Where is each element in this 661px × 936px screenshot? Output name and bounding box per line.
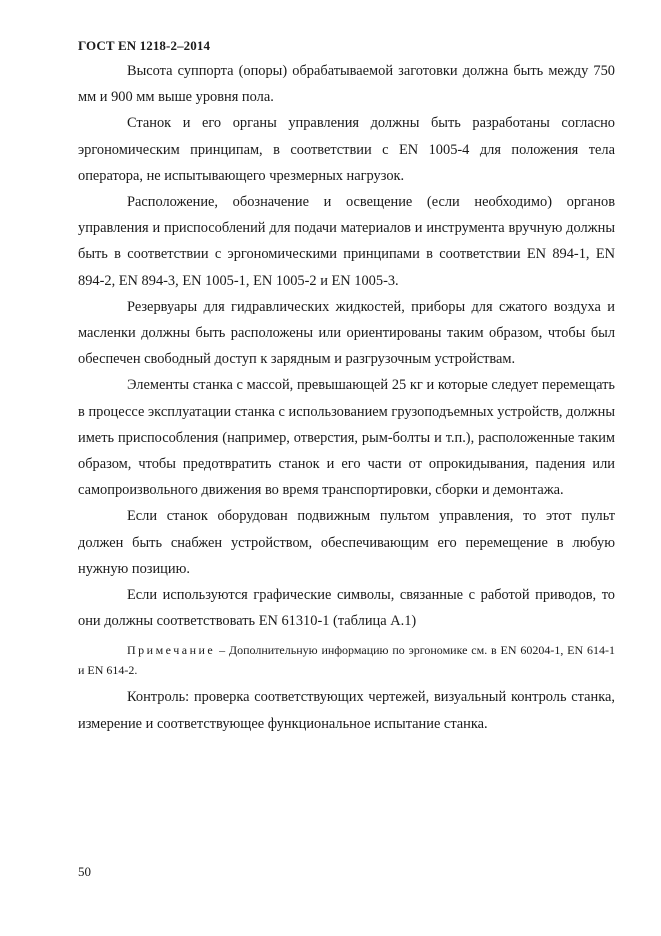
paragraph-ergonomics: Станок и его органы управления должны быть разработаны согласно эргономическим принципам, в соответствии с EN 1005-4 для положения тела оператора, не испытывающего чрезмерных нагрузок. <box>78 115 615 184</box>
paragraph-support-height: Высота суппорта (опоры) обрабатываемой заготовки должна быть между 750 мм и 900 мм выше уровня пола. <box>78 63 615 106</box>
note <box>78 640 615 680</box>
standard-header: ГОСТ EN 1218-2–2014 <box>78 38 211 53</box>
paragraph-reservoirs: Резервуары для гидравлических жидкостей, приборы для сжатого воздуха и масленки должны быть расположены или ориентированы таким образом, чтобы был обеспечен свободный доступ к зарядным и разгрузочным устройствам. <box>78 298 615 368</box>
paragraph-controls-location: Расположение, обозначение и освещение (если необходимо) органов управления и приспособлений для подачи материалов и инструмента вручную должны быть в соответствии с эргономическими принципами в соответствии EN 894-1, EN 894-2, EN 894-3, EN 1005-1, EN 1005-2 и EN 1005-3. <box>78 194 615 289</box>
paragraph-mobile-console: Если станок оборудован подвижным пультом управления, то этот пульт должен быть снабжен устройством, обеспечивающим его перемещение в любую нужную позицию. <box>78 508 615 577</box>
body-text <box>78 58 615 737</box>
paragraph-heavy-elements: Элементы станка с массой, превышающей 25 кг и которые следует перемещать в процессе эксплуатации станка с использованием грузоподъемных устройств, должны иметь приспособления (например, отверстия, рым-болты и т.п.), расположенные таким образом, чтобы предотвратить станок и его части от опрокидывания, падения или самопроизвольного движения во время транспортировки, сборки и демонтажа. <box>78 377 615 499</box>
paragraph-control: Контроль: проверка соответствующих чертежей, визуальный контроль станка, измерение и соответствующее функциональное испытание станка. <box>78 689 615 732</box>
note-text: – Дополнительную информацию по эргономике см. в EN 60204-1, EN 614-1 и EN 614-2. <box>78 643 615 678</box>
note-label: Примечание <box>127 643 216 658</box>
paragraph-graphic-symbols: Если используются графические символы, связанные с работой приводов, то они должны соответствовать EN 61310-1 (таблица А.1) <box>78 587 615 630</box>
page-number: 50 <box>78 864 91 879</box>
